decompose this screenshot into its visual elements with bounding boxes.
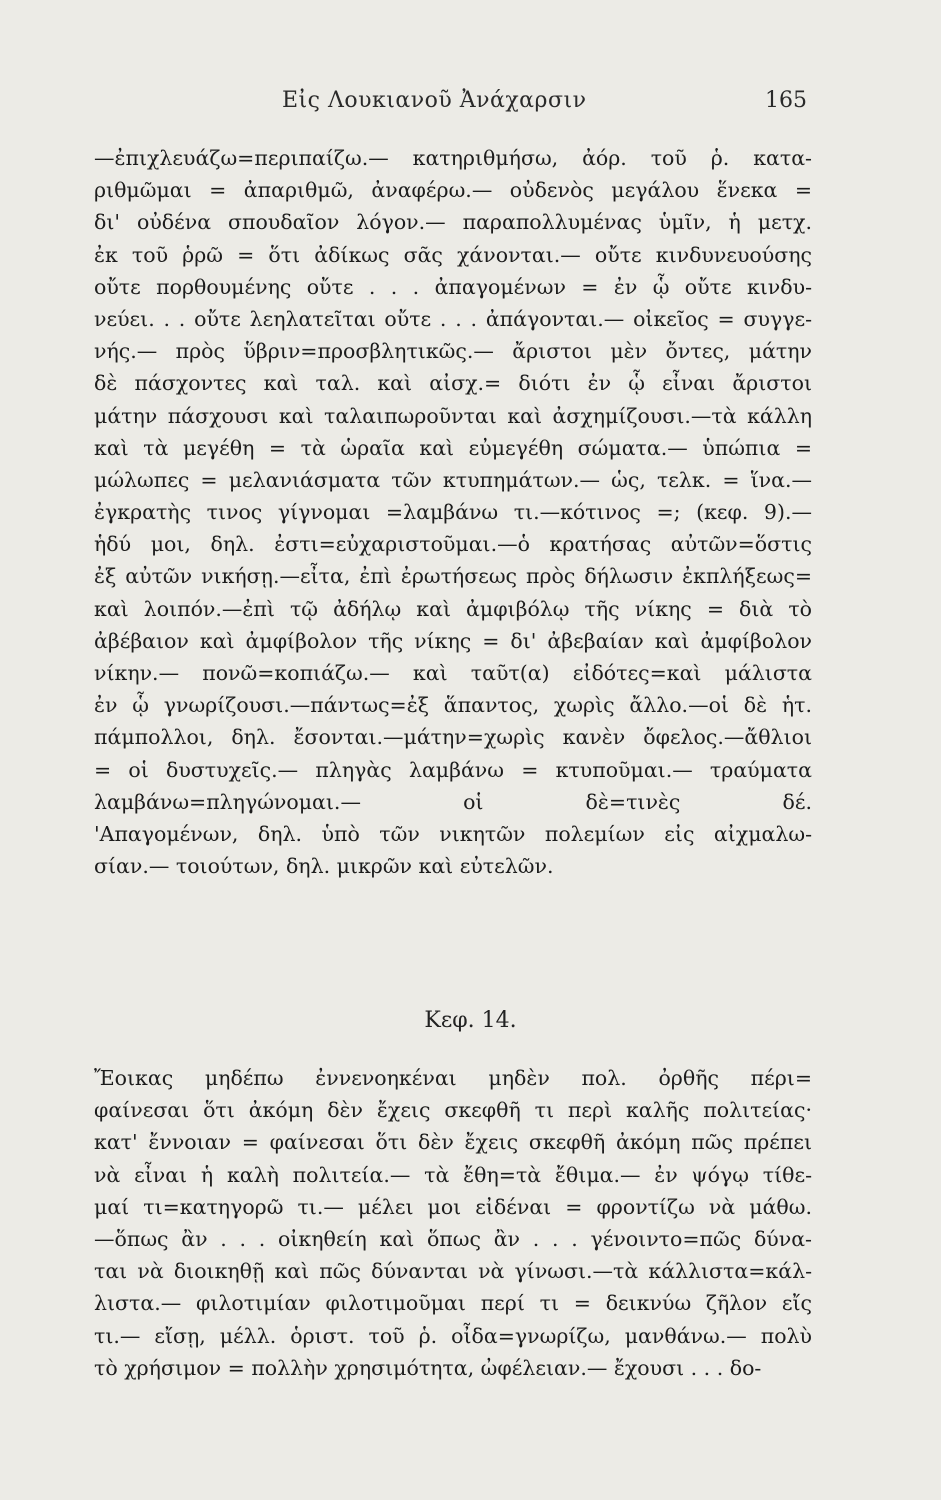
text-line: μαί τι=κατηγορῶ τι.— μέλει μοι εἰδέναι = φροντίζω νὰ μάθω.: [94, 1194, 812, 1219]
text-line: τι.— εἴσῃ, μέλλ. ὁριστ. τοῦ ῥ. οἶδα=γνωρίζω, μανθάνω.— πολὺ: [94, 1323, 812, 1348]
text-line: —ἐπιχλευάζω=περιπαίζω.— κατηριθμήσω, ἀόρ. τοῦ ῥ. κατα-: [94, 146, 812, 170]
text-line: νής.— πρὸς ὕβριν=προσβλητικῶς.— ἄριστοι μὲν ὄντες, μάτην: [94, 339, 812, 364]
text-line: δὲ πάσχοντες καὶ ταλ. καὶ αἰσχ.= διότι ἐν ᾧ εἶναι ἄριστοι: [94, 371, 812, 396]
text-line: λαμβάνω=πληγώνομαι.— οἱ δὲ=τινὲς δέ.: [94, 789, 812, 814]
text-line: ριθμῶμαι = ἀπαριθμῶ, ἀναφέρω.— οὐδενὸς μεγάλου ἕνεκα =: [94, 178, 812, 203]
page-number: 165: [765, 88, 807, 113]
text-line: λιστα.— φιλοτιμίαν φιλοτιμοῦμαι περί τι = δεικνύω ζῆλον εἴς: [94, 1291, 812, 1316]
commentary-paragraph-2: [94, 1062, 812, 1384]
section-heading: Κεφ. 14.: [424, 1008, 517, 1033]
text-line: 'Απαγομένων, δηλ. ὑπὸ τῶν νικητῶν πολεμίων εἰς αἰχμαλω-: [94, 821, 812, 846]
text-line: καὶ λοιπόν.—ἐπὶ τῷ ἀδήλῳ καὶ ἀμφιβόλῳ τῆς νίκης = διὰ τὸ: [94, 596, 812, 621]
text-line: = οἱ δυστυχεῖς.— πληγὰς λαμβάνω = κτυποῦμαι.— τραύματα: [94, 757, 812, 782]
text-line: οὔτε πορθουμένης οὔτε . . . ἀπαγομένων = ἐν ᾧ οὔτε κινδυ-: [94, 274, 812, 299]
text-line: —ὅπως ἂν . . . οἰκηθείη καὶ ὅπως ἂν . . . γένοιντο=πῶς δύνα-: [94, 1226, 812, 1251]
text-line: φαίνεσαι ὅτι ἀκόμη δὲν ἔχεις σκεφθῆ τι περὶ καλῆς πολιτείας·: [94, 1098, 812, 1123]
page-header: [0, 88, 941, 128]
text-line: δι' οὐδένα σπουδαῖον λόγον.— παραπολλυμένας ὑμῖν, ἡ μετχ.: [94, 210, 812, 235]
text-line: τὸ χρήσιμον = πολλὴν χρησιμότητα, ὠφέλειαν.— ἔχουσι . . . δο-: [94, 1355, 762, 1380]
text-line: ἡδύ μοι, δηλ. ἐστι=εὐχαριστοῦμαι.—ὁ κρατήσας αὐτῶν=ὅστις: [94, 532, 812, 557]
text-line: ἐγκρατὴς τινος γίγνομαι =λαμβάνω τι.—κότινος =; (κεφ. 9).—: [94, 500, 812, 525]
text-line: ἐν ᾧ γνωρίζουσι.—πάντως=ἐξ ἅπαντος, χωρὶς ἄλλο.—οἱ δὲ ἡτ.: [94, 693, 812, 718]
text-line: νεύει. . . οὔτε λεηλατεῖται οὔτε . . . ἀπάγονται.— οἰκεῖος = συγγε-: [94, 306, 812, 331]
text-line: ἐκ τοῦ ῥρῶ = ὅτι ἀδίκως σᾶς χάνονται.— οὔτε κινδυνευούσης: [94, 242, 812, 267]
text-line: σίαν.— τοιούτων, δηλ. μικρῶν καὶ εὐτελῶν.: [94, 854, 554, 879]
text-line: νὰ εἶναι ἡ καλὴ πολιτεία.— τὰ ἔθη=τὰ ἔθιμα.— ἐν ψόγῳ τίθε-: [94, 1162, 812, 1187]
text-line: πάμπολλοι, δηλ. ἔσονται.—μάτην=χωρὶς κανὲν ὄφελος.—ἄθλιοι: [94, 725, 812, 750]
text-line: κατ' ἔννοιαν = φαίνεσαι ὅτι δὲν ἔχεις σκεφθῆ ἀκόμη πῶς πρέπει: [94, 1130, 812, 1155]
commentary-paragraph-1: [94, 142, 812, 882]
text-line: καὶ τὰ μεγέθη = τὰ ὡραῖα καὶ εὐμεγέθη σώματα.— ὑπώπια =: [94, 435, 812, 460]
text-line: μώλωπες = μελανιάσματα τῶν κτυπημάτων.— ὡς, τελκ. = ἵνα.—: [94, 467, 812, 492]
text-line: νίκην.— πονῶ=κοπιάζω.— καὶ ταῦτ(α) εἰδότες=καὶ μάλιστα: [94, 661, 812, 685]
text-line: μάτην πάσχουσι καὶ ταλαιπωροῦνται καὶ ἀσχημίζουσι.—τὰ κάλλη: [94, 403, 812, 428]
text-line: ἀβέβαιον καὶ ἀμφίβολον τῆς νίκης = δι' ἀβεβαίαν καὶ ἀμφίβολον: [94, 628, 812, 653]
text-line: ἐξ αὐτῶν νικήσῃ.—εἶτα, ἐπὶ ἐρωτήσεως πρὸς δήλωσιν ἐκπλήξεως=: [94, 564, 812, 589]
text-line: Ἔοικας μηδέπω ἐννενοηκέναι μηδὲν πολ. ὀρθῆς πέρι=: [94, 1066, 812, 1090]
text-line: ται νὰ διοικηθῇ καὶ πῶς δύνανται νὰ γίνωσι.—τὰ κάλλιστα=κάλ-: [94, 1259, 812, 1284]
running-title: Εἰς Λουκιανοῦ Ἀνάχαρσιν: [282, 88, 587, 113]
